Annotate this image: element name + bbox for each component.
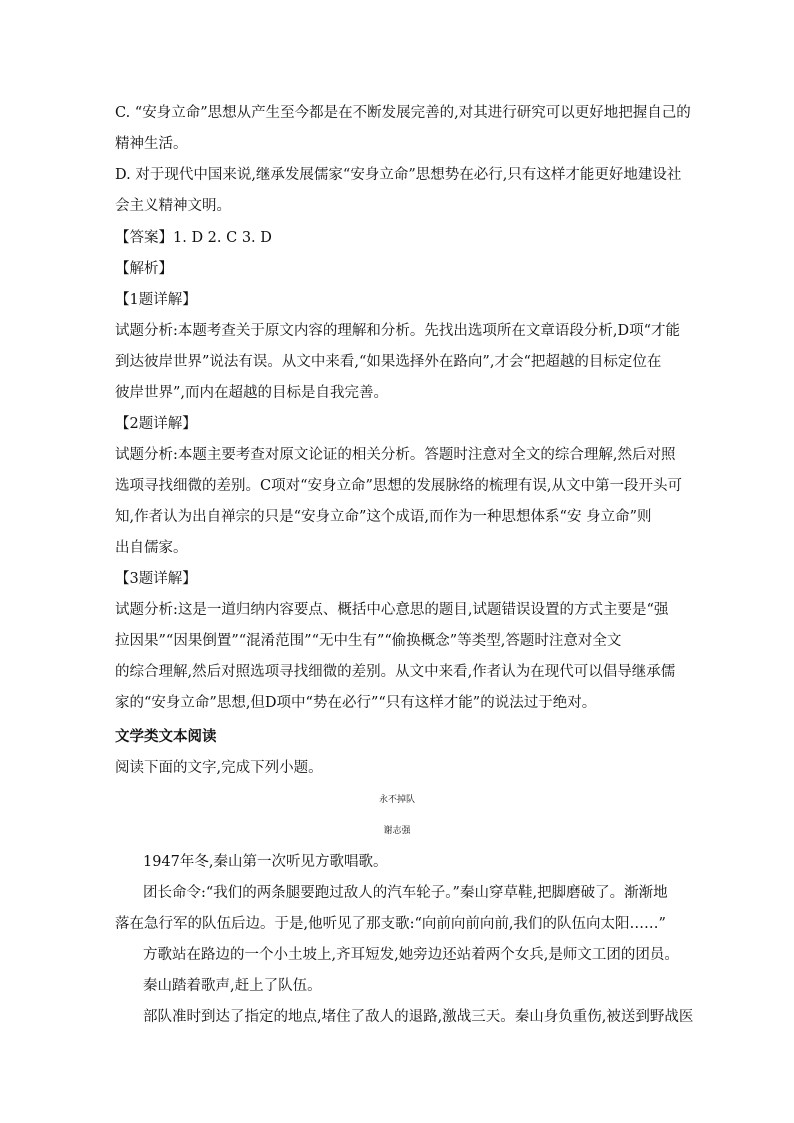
q3-analysis-line-3: 的综合理解,然后对照选项寻找细微的差别。从文中来看,作者认为在现代可以倡导继承儒 bbox=[115, 664, 676, 680]
story-paragraph-3: 方歌站在路边的一个小土坡上,齐耳短发,她旁边还站着两个女兵,是师文工团的团员。 bbox=[143, 947, 679, 963]
option-d-line-2: 会主义精神文明。 bbox=[115, 198, 231, 214]
q3-analysis-line-4: 家的“安身立命”思想,但D项中“势在必行”“只有这样才能”的说法过于绝对。 bbox=[115, 695, 597, 711]
option-d-line-1: D. 对于现代中国来说,继承发展儒家“安身立命”思想势在必行,只有这样才能更好地建设社 bbox=[115, 167, 682, 183]
q3-heading: 【3题详解】 bbox=[115, 571, 197, 587]
q1-analysis-line-3: 彼岸世界”,而内在超越的目标是自我完善。 bbox=[115, 385, 389, 401]
q2-analysis-line-3: 知,作者认为出自禅宗的只是“安身立命”这个成语,而作为一种思想体系“安 身立命”则 bbox=[115, 509, 652, 525]
story-paragraph-4: 秦山踏着歌声,赶上了队伍。 bbox=[143, 978, 322, 994]
q2-analysis-line-1: 试题分析:本题主要考查对原文论证的相关分析。答题时注意对全文的综合理解,然后对照 bbox=[115, 447, 676, 463]
q2-analysis-line-4: 出自儒家。 bbox=[115, 540, 188, 556]
story-title: 永不掉队 bbox=[378, 795, 415, 805]
q3-analysis-line-2: 拉因果”“因果倒置”“混淆范围”“无中生有”“偷换概念”等类型,答题时注意对全文 bbox=[115, 633, 622, 649]
story-author: 谢志强 bbox=[383, 826, 411, 836]
q2-heading: 【2题详解】 bbox=[115, 416, 197, 432]
option-c-line-2: 精神生活。 bbox=[115, 136, 188, 152]
q3-analysis-line-1: 试题分析:这是一道归纳内容要点、概括中心意思的题目,试题错误设置的方式主要是“强 bbox=[115, 602, 669, 618]
q1-analysis-line-1: 试题分析:本题考查关于原文内容的理解和分析。先找出选项所在文章语段分析,D项“才能 bbox=[115, 323, 681, 339]
q1-analysis-line-2: 到达彼岸世界”说法有误。从文中来看,“如果选择外在路向”,才会“把超越的目标定位在 bbox=[115, 354, 662, 370]
reading-instruction: 阅读下面的文字,完成下列小题。 bbox=[115, 760, 323, 776]
story-paragraph-2-line-1: 团长命令:“我们的两条腿要跑过敌人的汽车轮子。”秦山穿草鞋,把脚磨破了。渐渐地 bbox=[143, 885, 668, 901]
answer-line: 【答案】1. D 2. C 3. D bbox=[115, 230, 272, 246]
story-paragraph-5-line-1: 部队准时到达了指定的地点,堵住了敌人的退路,激战三天。秦山身负重伤,被送到野战医 bbox=[143, 1009, 694, 1025]
story-paragraph-1: 1947年冬,秦山第一次听见方歌唱歌。 bbox=[143, 854, 388, 870]
q2-analysis-line-2: 选项寻找细微的差别。C项对“安身立命”思想的发展脉络的梳理有误,从文中第一段开头可 bbox=[115, 478, 683, 494]
q1-heading: 【1题详解】 bbox=[115, 292, 197, 308]
analysis-heading: 【解析】 bbox=[115, 261, 173, 277]
option-c-line-1: C. “安身立命”思想从产生至今都是在不断发展完善的,对其进行研究可以更好地把握自己的 bbox=[115, 105, 691, 121]
section-heading: 文学类文本阅读 bbox=[115, 728, 217, 745]
story-paragraph-2-line-2: 落在急行军的队伍后边。于是,他听见了那支歌:“向前向前向前,我们的队伍向太阳……” bbox=[115, 916, 666, 932]
